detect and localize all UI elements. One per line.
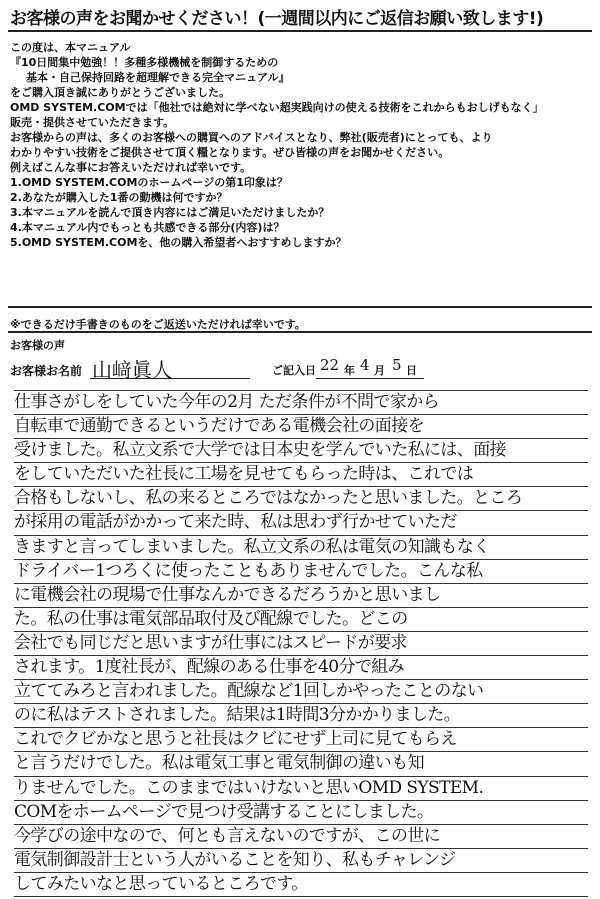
date-year: 22	[320, 356, 340, 374]
intro-line: をご購入頂き誠にありがとうございました。	[10, 86, 230, 99]
handwritten-line: これでクビかなと思うと社長はクビにせず上司に見てもらえ	[14, 728, 588, 752]
handwritten-line: きますと言ってしまいました。私立文系の私は電気の知識もなく	[14, 536, 588, 560]
intro-line: 販売・提供させていただきます。	[10, 116, 175, 129]
month-unit: 月	[374, 364, 385, 377]
handwritten-line: 合格もしないし、私の来るところではなかったと思いました。ところ	[14, 487, 588, 511]
date-day: 5	[392, 356, 402, 374]
handwritten-line: 受けました。私立文系で大学では日本史を学んでいた私には、面接	[14, 439, 588, 463]
handwritten-line: 仕事さがしをしていた今年の2月 ただ条件が不問で家から	[14, 390, 588, 415]
handwritten-line: してみたいなと思っているところです。	[14, 873, 588, 897]
intro-line: OMD SYSTEM.COMでは「他社では絶対に学べない超実践向けの使える技術をこれからもおしげもなく」	[10, 101, 544, 114]
date-label: ご記入日	[272, 364, 316, 377]
date-underline	[316, 378, 424, 379]
handwritten-line: に電機会社の現場で仕事なんかできるだろうかと思いまし	[14, 584, 588, 608]
title-divider	[8, 30, 592, 32]
customer-name: 山﨑眞人	[92, 358, 172, 382]
question-1: 1.OMD SYSTEM.COMのホームページの第1印象は？	[10, 176, 288, 189]
question-3: 3.本マニュアルを読んで頂き内容にはご満足いただけましたか？	[10, 206, 330, 219]
handwritten-line: 立ててみろと言われました。配線など1回しかやったことのない	[14, 680, 588, 704]
name-underline	[90, 378, 250, 379]
intro-line: わかりやすい技術をご提供させて頂く糧となります。ぜひ皆様の声をお聞かせください。	[10, 146, 450, 159]
handwritten-line: COMをホームページで見つけ受講することにしました。	[14, 801, 588, 825]
day-unit: 日	[406, 364, 417, 377]
intro-text	[10, 40, 590, 250]
name-label: お客様お名前	[10, 364, 83, 378]
question-4: 4.本マニュアル内でもっとも共感できる部分(内容)は？	[10, 221, 285, 234]
customer-voice-label: お客様の声	[10, 339, 65, 352]
handwritten-line: た。私の仕事は電気部品取付及び配線でした。どこの	[14, 608, 588, 632]
handwritten-line: されます。1度社長が、配線のある仕事を40分で組み	[14, 656, 588, 680]
handwritten-line: 電気制御設計士という人がいることを知り、私もチャレンジ	[14, 849, 588, 873]
handwritten-line: 今学びの途中なので、何とも言えないのですが、この世に	[14, 825, 588, 849]
handwritten-line: のに私はテストされました。結果は1時間3分かかりました。	[14, 704, 588, 728]
handwritten-line: 会社でも同じだと思いますが仕事にはスピードが要求	[14, 632, 588, 656]
handwritten-line: が採用の電話がかかって来た時、私は思わず行かせていただ	[14, 511, 588, 535]
intro-line: この度は、本マニュアル	[10, 41, 131, 54]
note-divider	[8, 331, 592, 333]
intro-line: 基本・自己保持回路を超理解できる完全マニュアル』	[26, 71, 290, 84]
intro-line: お客様からの声は、多くのお客様への購買へのアドバイスとなり、弊社(販売者)にとっても、より	[10, 131, 493, 144]
handwritten-line: と言うだけでした。私は電気工事と電気制御の違いも知	[14, 752, 588, 776]
form-title: お客様の声をお聞かせください！(一週間以内にご返信お願い致します!)	[10, 9, 544, 29]
handwriting-note: ※できるだけ手書きのものをご返送いただければ幸いです。	[10, 318, 306, 331]
intro-line: 『10日間集中勉強！！多種多様機械を制御するための	[10, 56, 279, 69]
question-2: 2.あなたが購入した1番の動機は何ですか？	[10, 191, 228, 204]
date-month: 4	[360, 356, 370, 374]
handwritten-line: ドライバー1つろくに使ったこともありませんでした。こんな私	[14, 560, 588, 584]
question-5: 5.OMD SYSTEM.COMを、他の購入希望者へおすすめしますか？	[10, 236, 347, 249]
handwritten-line: りませんでした。このままではいけないと思いOMD SYSTEM.	[14, 777, 588, 801]
handwritten-line: をしていただいた社長に工場を見せてもらった時は、これでは	[14, 463, 588, 487]
handwritten-line: 自転車で通勤できるというだけである電機会社の面接を	[14, 415, 588, 439]
customer-info-row	[10, 356, 590, 380]
intro-line: 例えばこんな事にお答えいただければ幸いです。	[10, 161, 252, 174]
year-unit: 年	[344, 364, 355, 377]
questions-divider	[8, 306, 592, 308]
handwritten-testimonial	[14, 390, 588, 897]
